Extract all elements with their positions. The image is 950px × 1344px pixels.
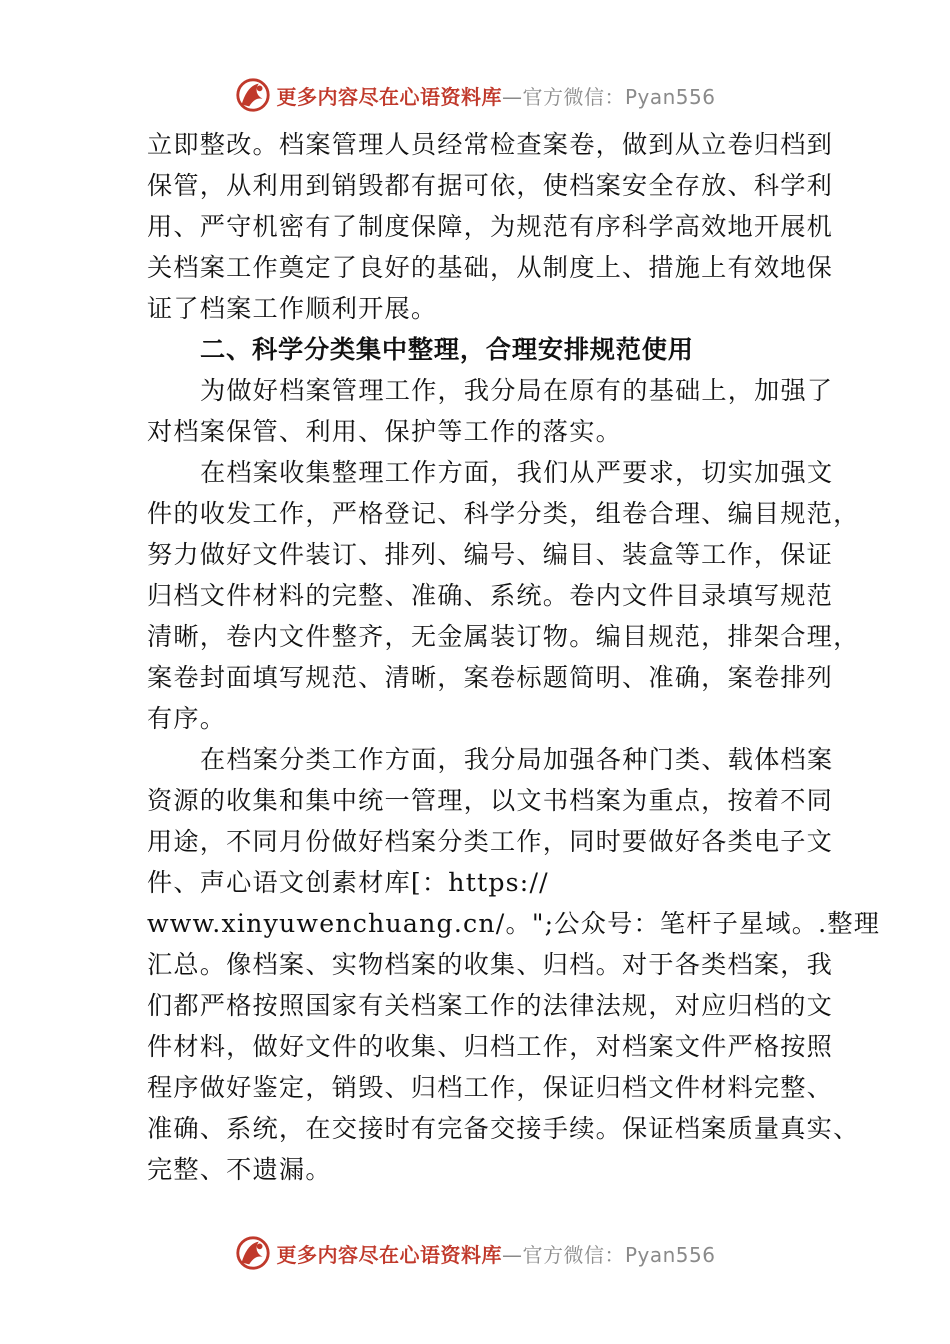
document-body	[147, 124, 881, 1190]
paragraph-line: 有序。	[147, 704, 227, 733]
paragraph-line: 用途，不同月份做好档案分类工作，同时要做好各类电子文	[147, 827, 834, 856]
paragraph-line: 汇总。像档案、实物档案的收集、归档。对于各类档案，我	[147, 950, 834, 979]
brand-logo-icon	[234, 1234, 272, 1272]
banner-text: 更多内容尽在心语资料库—官方微信：Pyan556	[276, 84, 716, 109]
paragraph-line: 准确、系统，在交接时有完备交接手续。保证档案质量真实、	[147, 1114, 860, 1143]
paragraph-line: 为做好档案管理工作，我分局在原有的基础上，加强了	[200, 376, 834, 405]
banner-text: 更多内容尽在心语资料库—官方微信：Pyan556	[276, 1242, 716, 1267]
paragraph-line: 资源的收集和集中统一管理，以文书档案为重点，按着不同	[147, 786, 834, 815]
footer-banner	[0, 1228, 950, 1278]
paragraph-line: 用、严守机密有了制度保障，为规范有序科学高效地开展机	[147, 212, 834, 241]
section-heading: 二、科学分类集中整理，合理安排规范使用	[200, 334, 694, 364]
paragraph-line: 件的收发工作，严格登记、科学分类，组卷合理、编目规范，	[147, 499, 860, 528]
paragraph-line: 努力做好文件装订、排列、编号、编目、装盒等工作，保证	[147, 540, 834, 569]
paragraph-line: 清晰，卷内文件整齐，无金属装订物。编目规范，排架合理，	[147, 622, 860, 651]
paragraph-line: 保管，从利用到销毁都有据可依，使档案安全存放、科学利	[147, 171, 834, 200]
paragraph-line: 归档文件材料的完整、准确、系统。卷内文件目录填写规范	[147, 581, 834, 610]
paragraph-line: 件、声心语文创素材库[：https://	[147, 868, 549, 897]
paragraph-line: 程序做好鉴定，销毁、归档工作，保证归档文件材料完整、	[147, 1073, 834, 1102]
paragraph-line: 关档案工作奠定了良好的基础，从制度上、措施上有效地保	[147, 253, 834, 282]
paragraph-line: 在档案收集整理工作方面，我们从严要求，切实加强文	[200, 458, 834, 487]
paragraph-line: 在档案分类工作方面，我分局加强各种门类、载体档案	[200, 745, 834, 774]
paragraph-line: 案卷封面填写规范、清晰，案卷标题简明、准确，案卷排列	[147, 663, 834, 692]
paragraph-line: 对档案保管、利用、保护等工作的落实。	[147, 417, 622, 446]
brand-logo-icon	[234, 76, 272, 114]
paragraph-line: 件材料，做好文件的收集、归档工作，对档案文件严格按照	[147, 1032, 834, 1061]
paragraph-line: 立即整改。档案管理人员经常检查案卷，做到从立卷归档到	[147, 130, 834, 159]
header-banner	[0, 70, 950, 120]
paragraph-line: www.xinyuwenchuang.cn/。";公众号：笔杆子星域。.整理	[147, 909, 881, 938]
paragraph-line: 们都严格按照国家有关档案工作的法律法规，对应归档的文	[147, 991, 834, 1020]
paragraph-line: 证了档案工作顺利开展。	[147, 294, 438, 323]
paragraph-line: 完整、不遗漏。	[147, 1155, 332, 1184]
